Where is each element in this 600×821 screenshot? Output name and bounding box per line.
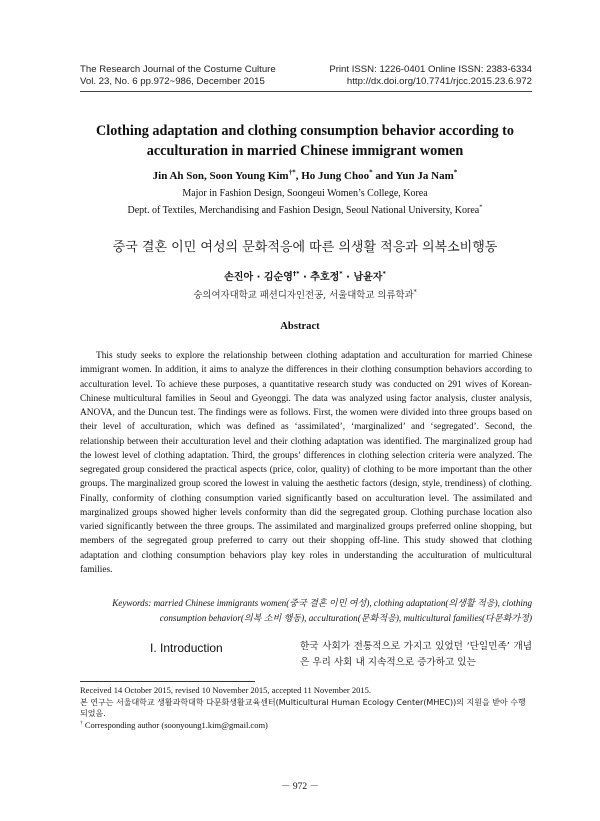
volume-info: Vol. 23, No. 6 pp.972~986, December 2015 (80, 76, 265, 87)
korean-author-3-mark: * (382, 269, 386, 278)
author-2: , Ho Jung Choo (295, 170, 370, 182)
intro-korean-text: 한국 사회가 전통적으로 가지고 있었던 ‘단일민족’ 개념은 우리 사회 내 지속적으로 증가하고 있는 (300, 641, 532, 668)
korean-title: 중국 결혼 이민 여성의 문화적응에 따른 의생활 적응과 의복소비행동 (112, 240, 498, 255)
abstract-body: This study seeks to explore the relationship between clothing adaptation and acculturation for married Chinese immigrant women. In addition, it aims to analyze the differences in their clothing consumption behaviors according to acculturation level. To achieve these purposes, a quantitative research study was conducted on 291 wives of Korean-Chinese multicultural families in Seoul and Gyeonggi. The data was analyzed using factor analysis, cluster analysis, ANOVA, and the Duncun test. The findings were as follows. First, the women were divided into three groups based on their level of acculturation, which was defined as ‘assimilated’, ‘marginalized’ and ‘segregated’. Second, the relationship between their acculturation level and their clothing adaptation was identified. The marginalized group had the lowest level of clothing adaptation. Third, the groups’ differences in clothing selection criteria were analyzed. The segregated group considered the practical aspects (price, color, quality) of clothing to be more important than the other groups. The marginalized group scored the lowest in valuing the aesthetic factors (design, style, trendiness) of clothing. Finally, conformity of clothing consumption varied significantly based on acculturation level. The assimilated and marginalized groups showed higher levels conformity than did the segregated group. Clothing purchase location also varied significantly between the three groups. The assimilated and marginalized groups preferred online shopping, but members of the segregated group preferred to carry out their shopping off-line. This study showed that clothing adaptation and clothing consumption behaviors play key roles in understanding the acculturation of multicultural families. (80, 351, 532, 575)
korean-affiliation: 숭의여자대학교 패션디자인전공, 서울대학교 의류학과 (193, 290, 414, 301)
footnotes (80, 685, 532, 731)
keywords (96, 596, 532, 625)
page-number: － 972 － (280, 782, 319, 792)
author-1-mark: †* (288, 168, 296, 177)
affiliation-2-wrap (60, 205, 550, 216)
journal-header-left (80, 64, 276, 88)
author-3-mark: * (453, 168, 458, 177)
korean-author-3: · 남윤자 (342, 272, 383, 283)
issn: Print ISSN: 1226-0401 Online ISSN: 2383-6334 (329, 64, 532, 75)
korean-author-list (60, 268, 550, 283)
paper-title (70, 121, 540, 161)
korean-author-2: · 추호정 (299, 272, 340, 283)
abstract-heading: Abstract (280, 321, 320, 332)
title-line-2: acculturation in married Chinese immigrant women (146, 143, 464, 159)
footnote-corresponding-wrap (80, 720, 532, 732)
author-1: Jin Ah Son, Soon Young Kim (152, 170, 289, 182)
korean-author-1: 손진아 · 김순영 (224, 272, 293, 283)
keywords-label: Keywords: (112, 598, 152, 608)
footnote-mark: † (80, 719, 83, 726)
korean-author-2-mark: * (339, 269, 343, 278)
korean-author-1-mark: †* (292, 269, 300, 278)
title-line-1: Clothing adaptation and clothing consumption behavior according to (96, 123, 514, 139)
section-heading-introduction: I. Introduction (150, 641, 223, 655)
affiliation-2: Dept. of Textiles, Merchandising and Fashion Design, Seoul National University, Korea (127, 205, 480, 216)
header-rule (80, 91, 532, 92)
korean-affiliation-mark: * (413, 288, 417, 296)
journal-header-right (329, 64, 532, 88)
footnote-funding: 본 연구는 서울대학교 생활과학대학 다문화생활교육센터(Multicultural Human Ecology Center(MHEC))의 지원을 받아 수행되었음. (80, 697, 526, 719)
footnote-rule (80, 681, 255, 682)
journal-name: The Research Journal of the Costume Culture (80, 64, 276, 75)
korean-affiliation-wrap (60, 287, 550, 301)
affiliation-1: Major in Fashion Design, Soongeui Women’s College, Korea (182, 188, 428, 199)
author-list (70, 170, 540, 182)
doi-link[interactable]: http://dx.doi.org/10.7741/rjcc.2015.23.6.972 (346, 76, 532, 87)
keywords-list: married Chinese immigrants women(중국 결혼 이민 여성), clothing adaptation(의생활 적응), clothing consumption behavior(의복 소비 행동), acculturation(문화적응), multicultural families(다문화가정) (153, 598, 532, 623)
author-3: and Yun Ja Nam (372, 170, 454, 182)
author-2-mark: * (369, 168, 373, 177)
footnote-received: Received 14 October 2015, revised 10 November 2015, accepted 11 November 2015. (80, 685, 371, 695)
affiliation-2-mark: * (479, 203, 483, 211)
footnote-corresponding: Corresponding author (soonyoung1.kim@gmail.com) (84, 719, 268, 730)
